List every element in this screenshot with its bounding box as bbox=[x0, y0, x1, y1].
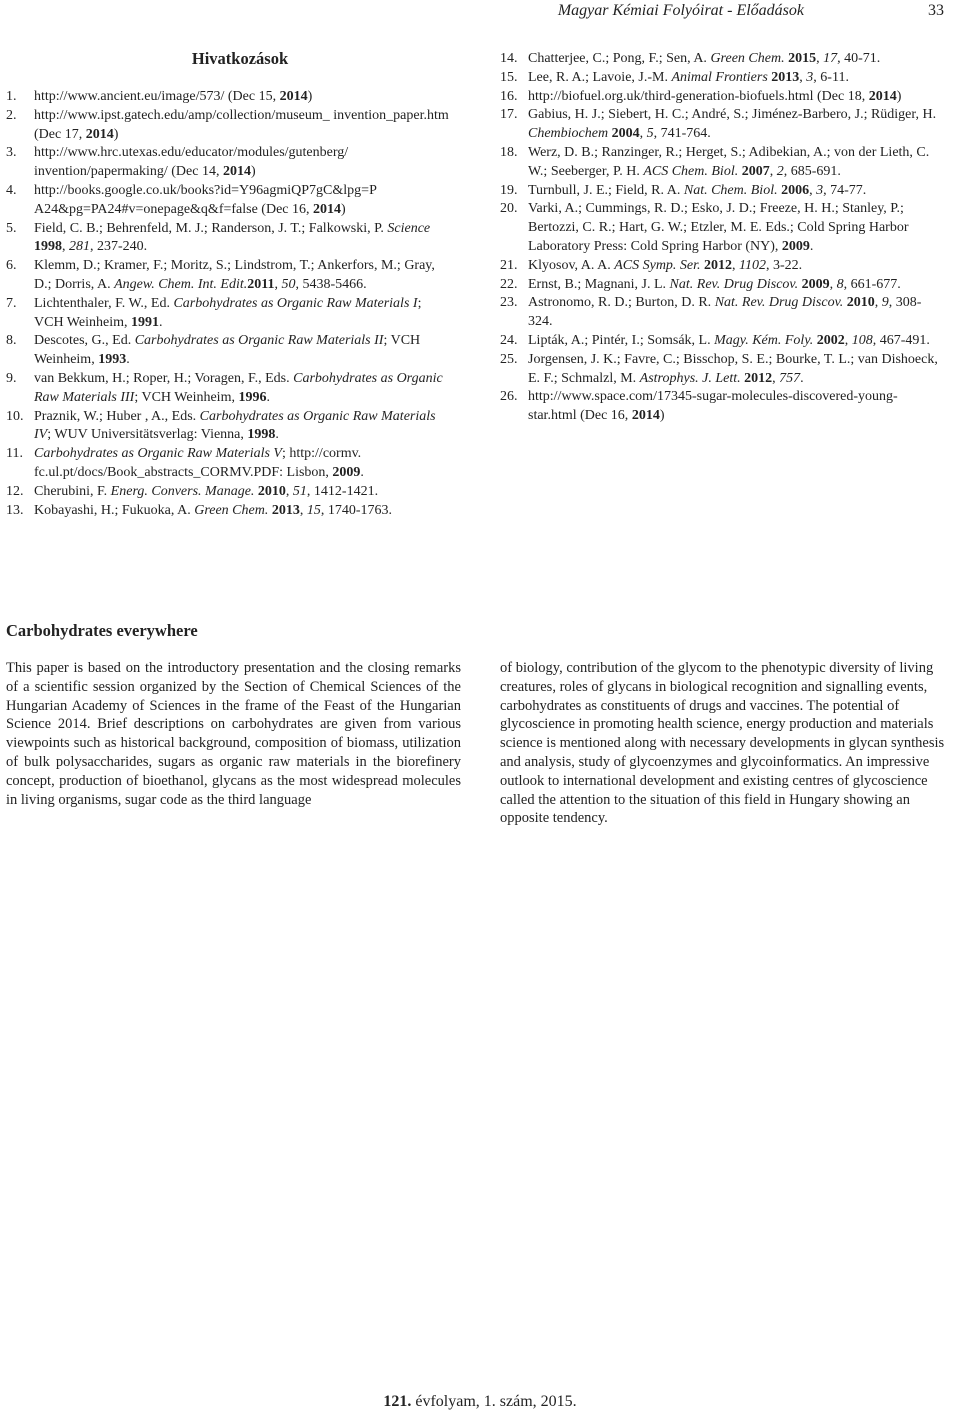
reference-text: , bbox=[772, 370, 780, 386]
reference-text: 9 bbox=[881, 295, 889, 311]
reference-number: 7. bbox=[6, 295, 17, 311]
reference-text: . bbox=[266, 389, 270, 405]
volume-number: 121. bbox=[383, 1393, 412, 1410]
reference-text: 2 bbox=[776, 163, 784, 179]
reference-text: 3 bbox=[816, 182, 824, 198]
reference-text: 2011 bbox=[247, 276, 275, 292]
references-heading: Hivatkozások bbox=[191, 49, 289, 68]
reference-text: 50 bbox=[281, 276, 296, 292]
reference-item bbox=[6, 107, 454, 145]
reference-item bbox=[6, 502, 454, 521]
reference-item bbox=[6, 220, 454, 258]
reference-text: van Bekkum, H.; Roper, H.; Voragen, F., Eds. bbox=[34, 370, 294, 386]
reference-text: Praznik, W.; Huber , A., Eds. bbox=[34, 408, 200, 424]
reference-item bbox=[6, 370, 454, 408]
reference-text: , bbox=[62, 239, 69, 255]
reference-number: 13. bbox=[6, 502, 24, 518]
reference-text: 17 bbox=[823, 51, 838, 66]
reference-text: 1102 bbox=[739, 257, 767, 273]
reference-text: Lee, R. A.; Lavoie, J.-M. bbox=[528, 69, 672, 85]
reference-item bbox=[6, 88, 454, 107]
reference-number: 14. bbox=[500, 51, 518, 66]
reference-item bbox=[6, 144, 454, 182]
reference-item bbox=[500, 276, 945, 295]
reference-text: 2010 bbox=[257, 483, 286, 499]
reference-text: Ernst, B.; Magnani, J. L. bbox=[528, 276, 670, 292]
reference-text: 2004 bbox=[611, 126, 640, 142]
reference-text: Nat. Rev. Drug Discov. bbox=[714, 295, 844, 311]
reference-text: 1998 bbox=[34, 239, 62, 255]
reference-text: 2007 bbox=[741, 163, 770, 179]
reference-text: , 308-324. bbox=[528, 295, 922, 330]
reference-text: Varki, A.; Cummings, R. D.; Esko, J. D.; Freeze, H. H.; Stanley, P.; Bertozzi, C. R.; Hart, G. W.; Etzler, M. E. Eds.; Cold Spring Harbor Laboratory Press: Cold Spring Harbor (NY), bbox=[528, 201, 909, 254]
reference-text: 2013 bbox=[771, 69, 800, 85]
reference-text: . bbox=[800, 370, 804, 386]
reference-text: ) bbox=[659, 408, 665, 424]
reference-number: 16. bbox=[500, 88, 518, 104]
reference-number: 18. bbox=[500, 144, 518, 160]
reference-text: , 6-11. bbox=[813, 69, 849, 85]
reference-text: 281 bbox=[69, 239, 90, 255]
reference-text: ) bbox=[113, 126, 119, 142]
reference-item bbox=[500, 388, 945, 426]
reference-text: 1996 bbox=[238, 389, 267, 405]
journal-title: Magyar Kémiai Folyóirat - Előadások bbox=[557, 2, 804, 19]
reference-text: ) bbox=[307, 89, 313, 104]
reference-text: 2014 bbox=[631, 408, 660, 424]
reference-text: 2012 bbox=[744, 370, 773, 386]
reference-text: Nat. Rev. Drug Discov. bbox=[669, 276, 799, 292]
reference-text: . bbox=[126, 352, 130, 368]
reference-number: 3. bbox=[6, 145, 17, 161]
reference-text: . bbox=[809, 238, 814, 254]
reference-item bbox=[6, 408, 454, 446]
reference-item bbox=[6, 295, 454, 333]
reference-number: 20. bbox=[500, 201, 518, 217]
reference-text: 15 bbox=[306, 502, 321, 518]
reference-item bbox=[500, 69, 945, 88]
reference-text: 2009 bbox=[801, 276, 830, 292]
reference-text: http://www.space.com/17345-sugar-molecules-discovered-young-star.html (Dec 16, bbox=[528, 389, 898, 424]
reference-text: , bbox=[844, 332, 852, 348]
reference-text: Klyosov, A. A. bbox=[528, 257, 615, 273]
reference-item bbox=[500, 50, 945, 69]
reference-text: , 5438-5466. bbox=[295, 276, 367, 292]
reference-number: 12. bbox=[6, 483, 24, 499]
reference-list-left bbox=[6, 88, 454, 520]
reference-text: , 74-77. bbox=[823, 182, 867, 198]
reference-text: 2014 bbox=[279, 89, 308, 104]
reference-text: , 1412-1421. bbox=[306, 483, 379, 499]
reference-number: 24. bbox=[500, 332, 518, 348]
reference-text: , 237-240. bbox=[90, 239, 148, 255]
reference-text: Lichtenthaler, F. W., Ed. bbox=[34, 295, 174, 311]
reference-number: 21. bbox=[500, 257, 518, 273]
reference-text: Angew. Chem. Int. Edit. bbox=[114, 276, 248, 292]
reference-text: Kobayashi, H.; Fukuoka, A. bbox=[34, 502, 195, 518]
reference-text: 51 bbox=[292, 483, 307, 499]
reference-text: ACS Chem. Biol. bbox=[643, 163, 739, 179]
reference-item bbox=[500, 88, 945, 107]
reference-text: Lipták, A.; Pintér, I.; Somsák, L. bbox=[528, 332, 715, 348]
reference-text: Werz, D. B.; Ranzinger, R.; Herget, S.; Adibekian, A.; von der Lieth, C. W.; Seeberger, P. H. bbox=[528, 144, 930, 179]
reference-text: , bbox=[285, 483, 293, 499]
reference-item bbox=[500, 351, 945, 389]
abstract-column-right: of biology, contribution of the glycom to the phenotypic diversity of living creatures, roles of glycans in biological recognition and signalling events, carbohydrates as constituents of drugs and vaccines. The potential of glycoscience in promoting health science, energy production and materials science is mentioned along with necessary developments in glycan synthesis and analysis, study of glycoenzymes and glycoinformatics. An impressive outlook to international development and existing centres of glycoscience called the attention to the situation of this field in Hungary showing an opposite tendency. bbox=[500, 660, 945, 827]
reference-text: Gabius, H. J.; Siebert, H. C.; André, S.; Jiménez-Barbero, J.; Rüdiger, H. bbox=[528, 107, 937, 123]
reference-text: ) bbox=[896, 88, 902, 104]
reference-text: Klemm, D.; Kramer, F.; Moritz, S.; Lindstrom, T.; Ankerfors, M.; Gray, D.; Dorris, A. bbox=[34, 258, 435, 292]
reference-item bbox=[500, 294, 945, 332]
reference-text: http://www.hrc.utexas.edu/educator/modules/gutenberg/ invention/papermaking/ (Dec 14, bbox=[34, 145, 349, 180]
reference-text: 2014 bbox=[868, 88, 897, 104]
reference-item bbox=[500, 257, 945, 276]
reference-text: ACS Symp. Ser. bbox=[614, 257, 701, 273]
reference-number: 22. bbox=[500, 276, 518, 292]
reference-number: 26. bbox=[500, 389, 518, 405]
reference-text: , bbox=[274, 276, 282, 292]
reference-text: Jorgensen, J. K.; Favre, C.; Bisschop, S. E.; Bourke, T. L.; van Dishoeck, E. F.; Schmalzl, M. bbox=[528, 351, 938, 386]
reference-number: 25. bbox=[500, 351, 518, 367]
reference-text: , bbox=[874, 295, 882, 311]
reference-text: , 3-22. bbox=[766, 257, 803, 273]
reference-text: 757 bbox=[779, 370, 801, 386]
reference-item bbox=[500, 144, 945, 182]
reference-text: http://books.google.co.uk/books?id=Y96agmiQP7gC&lpg=P A24&pg=PA24#v=onepage&q&f=false (Dec 16, bbox=[34, 182, 377, 217]
reference-item bbox=[500, 332, 945, 351]
reference-text: http://biofuel.org.uk/third-generation-biofuels.html (Dec 18, bbox=[528, 88, 869, 104]
page-number: 33 bbox=[928, 2, 944, 19]
reference-number: 1. bbox=[6, 89, 17, 104]
reference-text: , 685-691. bbox=[783, 163, 841, 179]
reference-number: 5. bbox=[6, 220, 17, 236]
reference-number: 2. bbox=[6, 107, 17, 123]
reference-text: . bbox=[275, 427, 279, 443]
reference-text: , 741-764. bbox=[653, 126, 711, 142]
abstract-column-left: This paper is based on the introductory presentation and the closing remarks of a scientific session organized by the Section of Chemical Sciences of the Hungarian Academy of Sciences in the frame of the Feast of the Hungarian Science 2014. Brief descriptions on carbohydrates are given from various viewpoints such as historical background, composition of biomass, utilization of bulk polysaccharides, sugars as organic raw materials in the biorefinery concept, production of bioethanol, glycans as the most widespread molecules in living organisms, sugar code as the third language bbox=[6, 660, 461, 808]
reference-text: Carbohydrates as Organic Raw Materials IV bbox=[34, 408, 436, 443]
reference-text: ) bbox=[341, 201, 346, 217]
reference-text: Cherubini, F. bbox=[34, 483, 111, 499]
reference-number: 6. bbox=[6, 258, 17, 274]
reference-number: 4. bbox=[6, 182, 17, 198]
reference-text: Carbohydrates as Organic Raw Materials III bbox=[34, 370, 443, 405]
reference-text: , 40-71. bbox=[837, 51, 881, 66]
reference-text: 108 bbox=[851, 332, 873, 348]
reference-text: Carbohydrates as Organic Raw Materials II bbox=[134, 333, 384, 349]
reference-text: ) bbox=[250, 164, 256, 180]
reference-text: , 1740-1763. bbox=[320, 502, 393, 518]
reference-text: , 467-491. bbox=[872, 332, 930, 348]
reference-item bbox=[6, 332, 454, 370]
reference-text: http://www.ipst.gatech.edu/amp/collection/museum_ invention_paper.htm (Dec 17, bbox=[34, 107, 449, 142]
reference-text: , bbox=[732, 257, 740, 273]
reference-text: 2002 bbox=[816, 332, 845, 348]
reference-text: ; VCH Weinheim, bbox=[34, 295, 422, 330]
reference-text: , bbox=[299, 502, 307, 518]
reference-list-right bbox=[500, 50, 945, 426]
reference-number: 11. bbox=[6, 446, 23, 462]
reference-text: Green Chem. bbox=[194, 502, 269, 518]
reference-text: , bbox=[769, 163, 777, 179]
issue-info: évfolyam, 1. szám, 2015. bbox=[411, 1393, 577, 1410]
reference-text: Field, C. B.; Behrenfeld, M. J.; Randerson, J. T.; Falkowski, P. bbox=[34, 220, 388, 236]
issue-footer bbox=[0, 1393, 960, 1411]
reference-text: 2014 bbox=[85, 126, 114, 142]
reference-text: , 661-677. bbox=[843, 276, 901, 292]
reference-item bbox=[6, 445, 454, 483]
reference-number: 15. bbox=[500, 69, 518, 85]
reference-text: . bbox=[360, 464, 364, 480]
reference-text: ; http://cormv. fc.ul.pt/docs/Book_abstracts_CORMV.PDF: Lisbon, bbox=[34, 446, 362, 480]
reference-text: ; VCH Weinheim, bbox=[34, 333, 421, 368]
reference-text: 1998 bbox=[247, 427, 276, 443]
reference-text: 2006 bbox=[781, 182, 810, 198]
reference-text: , bbox=[799, 69, 807, 85]
reference-item bbox=[500, 182, 945, 201]
reference-text: Carbohydrates as Organic Raw Materials I bbox=[173, 295, 418, 311]
reference-text: Science bbox=[387, 220, 431, 236]
reference-text: Magy. Kém. Foly. bbox=[714, 332, 814, 348]
reference-text: ; WUV Universitätsverlag: Vienna, bbox=[47, 427, 248, 443]
reference-text: , bbox=[809, 182, 817, 198]
reference-text: http://www.ancient.eu/image/573/ (Dec 15, bbox=[34, 89, 280, 104]
reference-text: 3 bbox=[806, 69, 814, 85]
reference-item bbox=[500, 200, 945, 256]
reference-item bbox=[6, 257, 454, 295]
reference-text: 1991 bbox=[131, 314, 159, 330]
reference-text: , bbox=[816, 51, 824, 66]
reference-number: 10. bbox=[6, 408, 24, 424]
reference-text: 2014 bbox=[222, 164, 251, 180]
reference-text: Astronomo, R. D.; Burton, D. R. bbox=[528, 295, 715, 311]
reference-text: 2012 bbox=[704, 257, 733, 273]
reference-text: ; VCH Weinheim, bbox=[134, 389, 239, 405]
reference-text: 2015 bbox=[788, 51, 817, 66]
reference-text: 5 bbox=[646, 126, 654, 142]
reference-item bbox=[6, 182, 454, 220]
reference-item bbox=[6, 483, 454, 502]
reference-number: 19. bbox=[500, 182, 518, 198]
reference-text: 2014 bbox=[313, 201, 342, 217]
reference-number: 9. bbox=[6, 370, 17, 386]
reference-text: 1993 bbox=[98, 352, 127, 368]
reference-number: 17. bbox=[500, 107, 518, 123]
reference-text: 2009 bbox=[781, 238, 810, 254]
reference-text: Carbohydrates as Organic Raw Materials V bbox=[34, 446, 282, 462]
reference-text: 8 bbox=[836, 276, 844, 292]
reference-text: 2010 bbox=[846, 295, 875, 311]
reference-number: 23. bbox=[500, 295, 518, 311]
reference-text: Astrophys. J. Lett. bbox=[639, 370, 741, 386]
reference-text: , bbox=[829, 276, 837, 292]
reference-text: Chembiochem bbox=[528, 126, 609, 142]
reference-text: 2013 bbox=[271, 502, 300, 518]
reference-text: . bbox=[159, 314, 163, 330]
reference-text: 2009 bbox=[332, 464, 361, 480]
reference-text: Animal Frontiers bbox=[671, 69, 768, 85]
reference-text: Descotes, G., Ed. bbox=[34, 333, 135, 349]
reference-text: , bbox=[639, 126, 647, 142]
reference-number: 8. bbox=[6, 333, 17, 349]
reference-text: Green Chem. bbox=[710, 51, 785, 66]
article-title: Carbohydrates everywhere bbox=[6, 621, 198, 640]
reference-item bbox=[500, 106, 945, 144]
reference-text: Turnbull, J. E.; Field, R. A. bbox=[528, 182, 684, 198]
reference-text: Nat. Chem. Biol. bbox=[683, 182, 778, 198]
reference-text: Energ. Convers. Manage. bbox=[110, 483, 255, 499]
reference-text: Chatterjee, C.; Pong, F.; Sen, A. bbox=[528, 51, 711, 66]
